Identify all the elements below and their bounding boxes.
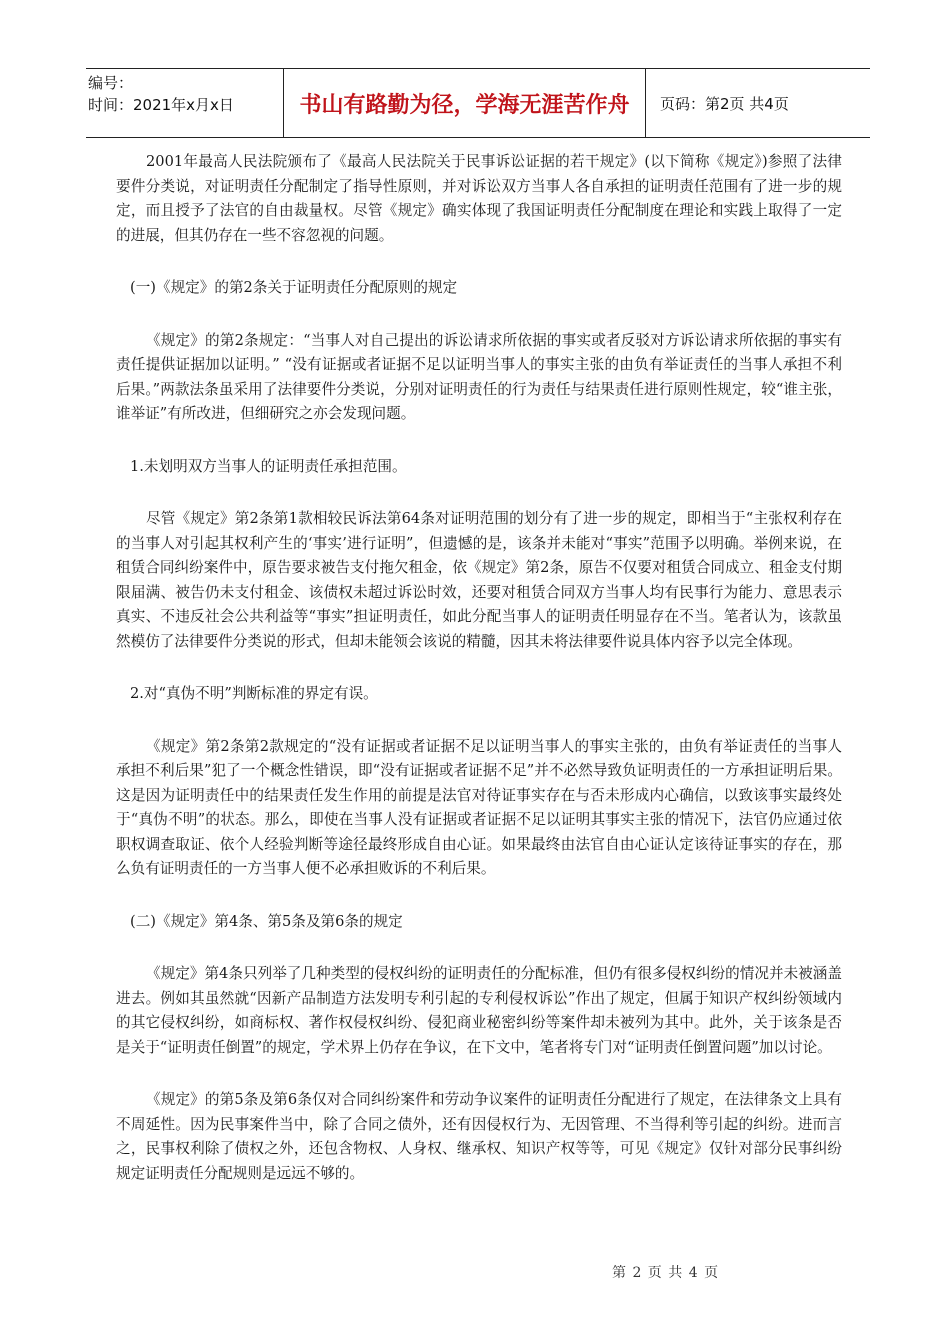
header-meta	[86, 69, 284, 137]
section-heading-2: (二)《规定》第4条、第5条及第6条的规定	[130, 912, 403, 930]
header-motto: 书山有路勤为径，学海无涯苦作舟	[284, 69, 646, 137]
paragraph-article4: 《规定》第4条只列举了几种类型的侵权纠纷的证明责任的分配标准，但仍有很多侵权纠纷的情况并未被涵盖进去。例如其虽然就“因新产品制造方法发明专利引起的专利侵权诉讼”作出了规定，但属于知识产权纠纷领域内的其它侵权纠纷，如商标权、著作权侵权纠纷、侵犯商业秘密纠纷等案件却未被列为其中。此外，关于该条是否是关于“证明责任倒置”的规定，学术界上仍存在争议，在下文中，笔者将专门对“证明责任倒置问题”加以讨论。	[116, 965, 842, 1056]
paragraph-scope: 尽管《规定》第2条第1款相较民诉法第64条对证明范围的划分有了进一步的规定，即相当于“主张权利存在的当事人对引起其权利产生的‘事实’进行证明”，但遗憾的是，该条并未能对“事实”范围予以明确。举例来说，在租赁合同纠纷案件中，原告要求被告支付拖欠租金，依《规定》第2条，原告不仅要对租赁合同成立、租金支付期限届满、被告仍未支付租金、该债权未超过诉讼时效，还要对租赁合同双方当事人均有民事行为能力、意思表示真实、不违反社会公共利益等“事实”担证明责任，如此分配当事人的证明责任明显存在不当。笔者认为，该款虽然模仿了法律要件分类说的形式，但却未能领会该说的精髓，因其未将法律要件说具体内容予以完全体现。	[116, 510, 842, 650]
page-header	[86, 68, 870, 138]
header-page-info: 页码：第2页 共4页	[660, 94, 789, 113]
paragraph-article5-6: 《规定》的第5条及第6条仅对合同纠纷案件和劳动争议案件的证明责任分配进行了规定，在法律条文上具有不周延性。因为民事案件当中，除了合同之债外，还有因侵权行为、无因管理、不当得利等引起的纠纷。进而言之，民事权利除了债权之外，还包含物权、人身权、继承权、知识产权等等，可见《规定》仅针对部分民事纠纷规定证明责任分配规则是远远不够的。	[116, 1091, 842, 1182]
section-heading-1: (一)《规定》的第2条关于证明责任分配原则的规定	[130, 279, 458, 296]
page-footer: 第 2 页 共 4 页	[612, 1265, 720, 1281]
subsection-heading-1: 1.未划明双方当事人的证明责任承担范围。	[130, 457, 407, 475]
document-number-label: 编号：	[88, 74, 134, 92]
paragraph-truth-unclear: 《规定》第2条第2款规定的“没有证据或者证据不足以证明当事人的事实主张的，由负有举证责任的当事人承担不利后果”犯了一个概念性错误，即“没有证据或者证据不足”并不必然导致负证明责任的一方承担证明后果。这是因为证明责任中的结果责任发生作用的前提是法官对待证事实存在与否未形成内心确信，以致该事实最终处于“真伪不明”的状态。那么，即使在当事人没有证据或者证据不足以证明其事实主张的情况下，法官仍应通过依职权调查取证、依个人经验判断等途径最终形成自由心证。如果最终由法官自由心证认定该待证事实的存在，那么负有证明责任的一方当事人便不必承担败诉的不利后果。	[116, 737, 842, 877]
document-body	[116, 150, 842, 1214]
document-date: 时间：2021年x月x日	[88, 96, 234, 114]
subsection-heading-2: 2.对“真伪不明”判断标准的界定有误。	[130, 685, 378, 702]
paragraph-intro: 2001年最高人民法院颁布了《最高人民法院关于民事诉讼证据的若干规定》(以下简称《规定》)参照了法律要件分类说，对证明责任分配制定了指导性原则，并对诉讼双方当事人各自承担的证明责任范围有了进一步的规定，而且授予了法官的自由裁量权。尽管《规定》确实体现了我国证明责任分配制度在理论和实践上取得了一定的进展，但其仍存在一些不容忽视的问题。	[116, 153, 842, 244]
paragraph-article2: 《规定》的第2条规定：“当事人对自己提出的诉讼请求所依据的事实或者反驳对方诉讼请求所依据的事实有责任提供证据加以证明。” “没有证据或者证据不足以证明当事人的事实主张的由负有举证责任的当事人承担不利后果。”两款法条虽采用了法律要件分类说，分别对证明责任的行为责任与结果责任进行原则性规定，较“谁主张，谁举证”有所改进，但细研究之亦会发现问题。	[116, 331, 842, 422]
